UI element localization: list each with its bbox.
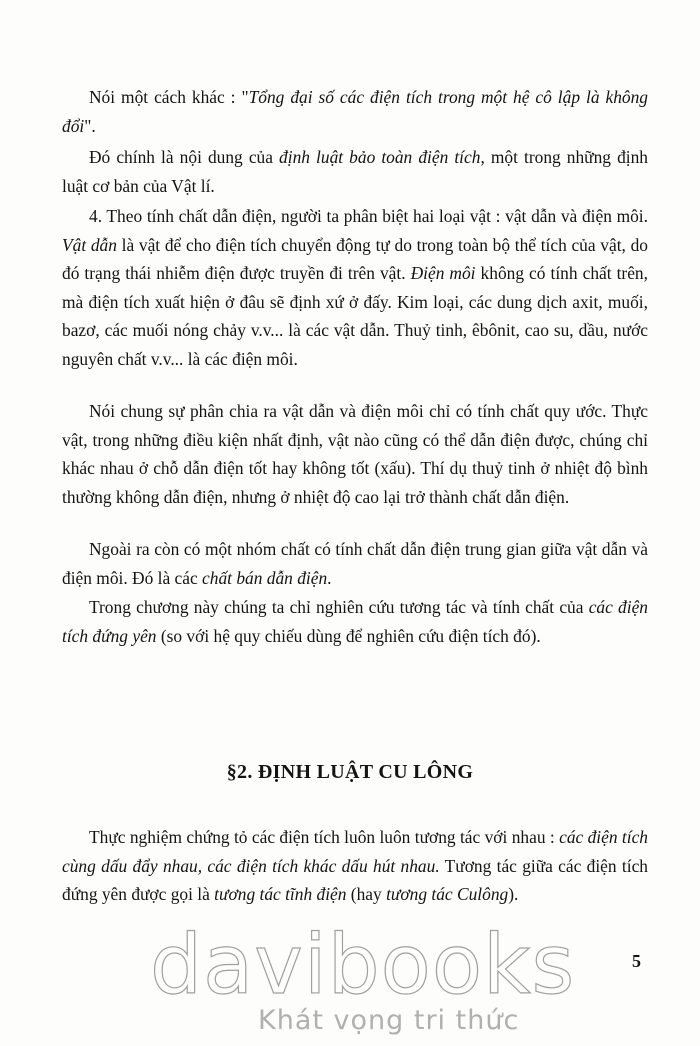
- paragraph-conductors-dielectrics: [62, 202, 648, 374]
- emphasized-text: Tổng đại số các điện tích trong một hệ cô lập là không đổi: [62, 87, 648, 136]
- emphasized-text: các điện tích cùng dấu đẩy nhau, các điện tích khác dấu hút nhau.: [62, 827, 648, 876]
- paragraph-electrostatic-interaction: [62, 823, 648, 909]
- paragraph-conventional-division: [62, 397, 648, 511]
- text-run: Nói chung sự phân chia ra vật dẫn và điện môi chỉ có tính chất quy ước. Thực vật, trong những điều kiện nhất định, vật nào cũng có thể dẫn điện được, chúng chỉ khác nhau ở chỗ dẫn điện tốt hay không tốt (xấu). Thí dụ thuỷ tinh ở nhiệt độ bình thường không dẫn điện, nhưng ở nhiệt độ cao lại trở thành chất dẫn điện.: [62, 401, 648, 507]
- text-run: là vật để cho điện tích chuyển động tự do trong toàn bộ thể tích của vật, do đó trạng thái nhiễm điện được truyền đi trên vật.: [62, 234, 648, 284]
- text-run: Đó chính là nội dung của: [89, 147, 280, 167]
- paragraph-chapter-scope: [62, 593, 648, 650]
- paragraph-conservation-restatement: [62, 83, 648, 140]
- text-run: Tương tác giữa các điện tích đứng yên được gọi là: [62, 855, 648, 905]
- section-heading: §2. ĐỊNH LUẬT CU LÔNG: [226, 761, 474, 783]
- text-run: ).: [508, 884, 519, 905]
- emphasized-text: các điện tích đứng yên: [62, 597, 648, 646]
- paragraph-conservation-law: [62, 143, 648, 200]
- text-run: , một trong những định luật cơ bản của Vật lí.: [62, 147, 648, 196]
- emphasized-text: định luật bảo toàn điện tích: [279, 147, 481, 167]
- text-run: (hay: [346, 884, 387, 905]
- page-number: 5: [632, 951, 641, 971]
- text-run: Trong chương này chúng ta chỉ nghiên cứu tương tác và tính chất của: [89, 597, 589, 617]
- text-run: Ngoài ra còn có một nhóm chất có tính chất dẫn điện trung gian giữa vật dẫn và điện môi. Đó là các: [62, 539, 648, 588]
- text-run: Thực nghiệm chứng tỏ các điện tích luôn luôn tương tác với nhau :: [89, 827, 560, 847]
- watermark-brand: davibooks: [150, 918, 576, 1013]
- emphasized-text: tương tác tĩnh điện: [214, 884, 347, 905]
- emphasized-text: tương tác Culông: [386, 884, 509, 905]
- text-run: (so với hệ quy chiếu dùng để nghiên cứu điện tích đó).: [156, 625, 541, 646]
- emphasized-text: chất bán dẫn điện: [202, 567, 328, 588]
- text-run: Nói một cách khác : ": [89, 87, 249, 107]
- text-run: 4. Theo tính chất dẫn điện, người ta phân biệt hai loại vật : vật dẫn và điện môi.: [89, 206, 648, 226]
- paragraph-semiconductors: [62, 535, 648, 592]
- emphasized-text: Vật dẫn: [62, 234, 117, 255]
- watermark-slogan: Khát vọng tri thức: [258, 1005, 520, 1036]
- text-run: ".: [84, 115, 96, 136]
- emphasized-text: Điện môi: [410, 263, 476, 284]
- text-run: không có tính chất trên, mà điện tích xuất hiện ở đâu sẽ định xứ ở đấy. Kim loại, các dung dịch axit, muối, bazơ, các muối nóng chảy v.v... là các vật dẫn. Thuỷ tinh, êbônit, cao su, dầu, nước nguyên chất v.v... là các điện môi.: [62, 263, 648, 369]
- text-run: .: [327, 567, 332, 588]
